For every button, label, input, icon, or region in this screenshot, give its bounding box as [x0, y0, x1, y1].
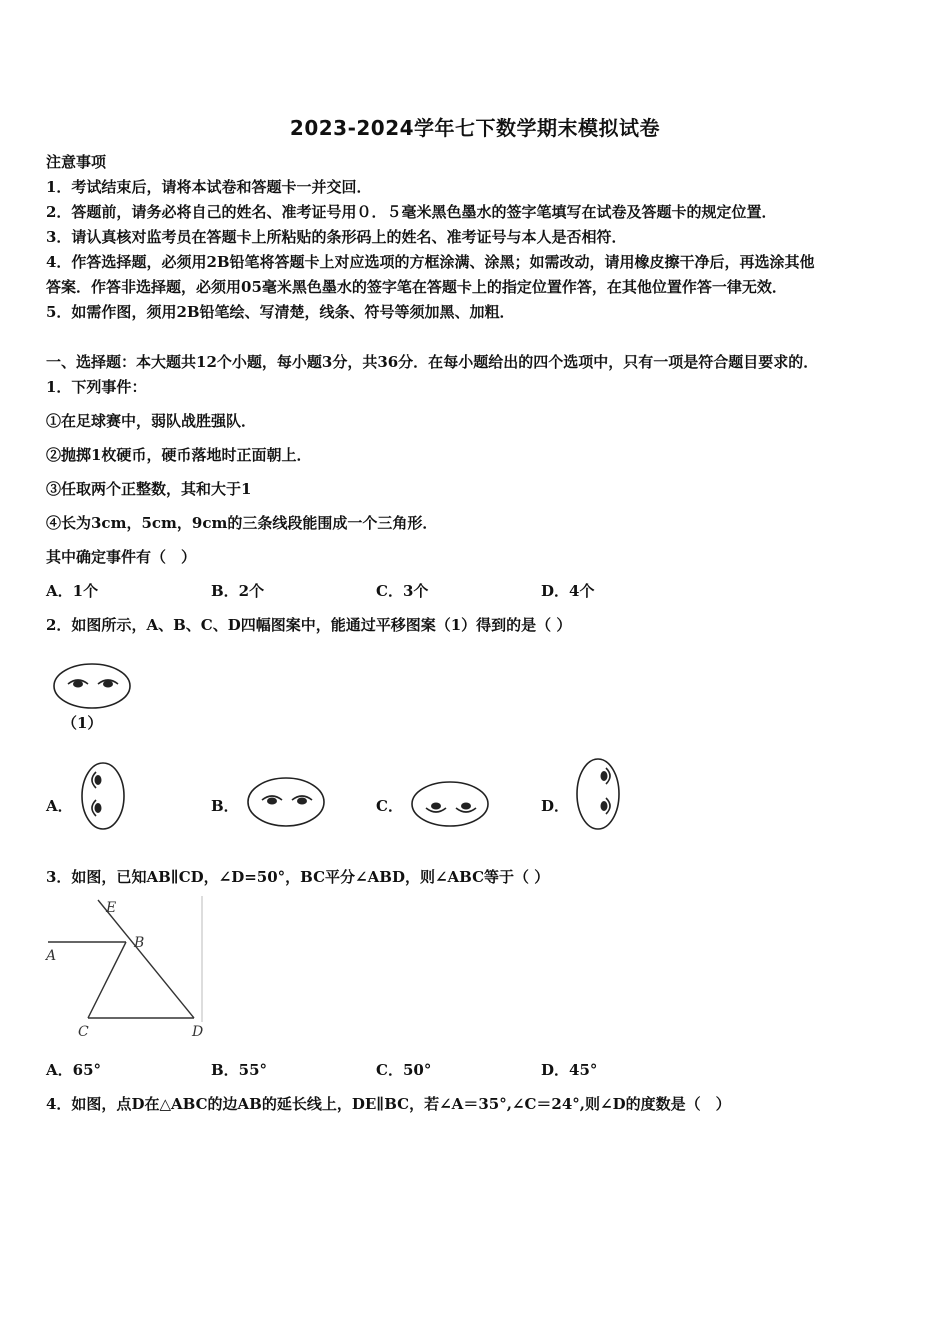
notice-item-5: 5．如需作图，须用2B铅笔绘、写清楚，线条、符号等须加黑、加粗．: [46, 303, 515, 321]
q3-label-c: C: [78, 1024, 89, 1040]
q3-stem: 3．如图，已知AB∥CD，∠D=50°，BC平分∠ABD，则∠ABC等于（ ）: [46, 868, 550, 886]
q1-stem: 1．下列事件：: [46, 378, 147, 396]
section-heading: 一、选择题：本大题共12个小题，每小题3分，共36分．在每小题给出的四个选项中，只有一项是符合题目要求的．: [46, 353, 819, 371]
q2-option-a-label: A．: [46, 797, 73, 815]
q4-stem: 4．如图，点D在△ABC的边AB的延长线上，DE∥BC，若∠A＝35°,∠C＝24°,则∠D的度数是（ ）: [46, 1095, 731, 1113]
notice-item-3: 3．请认真核对监考员在答题卡上所粘贴的条形码上的姓名、准考证号与本人是否相符．: [46, 228, 627, 246]
q3-option-c: C．50°: [376, 1061, 432, 1079]
q2-option-a-face: [78, 760, 128, 832]
q1-event-2: ②抛掷1枚硬币，硬币落地时正面朝上．: [46, 446, 312, 464]
q1-option-a: A．1个: [46, 582, 99, 600]
page-title: 2023-2024学年七下数学期末模拟试卷: [289, 116, 661, 140]
q1-event-1: ①在足球赛中，弱队战胜强队．: [46, 412, 257, 430]
q2-option-d-label: D．: [541, 797, 570, 815]
q3-label-d: D: [192, 1024, 204, 1040]
q3-line-bc: [88, 942, 126, 1018]
q2-stem: 2．如图所示，A、B、C、D四幅图案中，能通过平移图案（1）得到的是（ ）: [46, 616, 572, 634]
q1-option-c: C．3个: [376, 582, 429, 600]
q3-line-ed: [98, 900, 194, 1018]
q3-option-b: B．55°: [211, 1061, 268, 1079]
q2-option-d-face: [572, 756, 624, 832]
q1-event-3: ③任取两个正整数，其和大于1: [46, 480, 252, 498]
q2-option-c-label: C．: [376, 797, 403, 815]
notice-item-1: 1．考试结束后，请将本试卷和答题卡一并交回．: [46, 178, 372, 196]
q3-geometry-figure: [44, 892, 212, 1042]
q3-option-d: D．45°: [541, 1061, 598, 1079]
q3-label-b: B: [134, 935, 145, 951]
q1-option-d: D．4个: [541, 582, 595, 600]
q1-question: 其中确定事件有（ ）: [46, 548, 197, 566]
q2-option-b-label: B．: [211, 797, 239, 815]
q2-option-b-face: [244, 774, 328, 830]
q1-option-b: B．2个: [211, 582, 265, 600]
q3-option-a: A．65°: [46, 1061, 102, 1079]
notice-item-2: 2．答题前，请务必将自己的姓名、准考证号用０．５毫米黑色墨水的签字笔填写在试卷及答题卡的规定位置．: [46, 203, 777, 221]
q2-figure-1-label: （1）: [62, 714, 103, 732]
notice-item-4: 4．作答选择题，必须用2B铅笔将答题卡上对应选项的方框涂满、涂黑；如需改动，请用橡皮擦干净后，再选涂其他: [46, 253, 815, 271]
q2-figure-1-face: [50, 660, 134, 712]
q3-label-e: E: [106, 900, 117, 916]
notice-heading: 注意事项: [46, 153, 107, 171]
q1-event-4: ④长为3cm，5cm，9cm的三条线段能围成一个三角形．: [46, 514, 438, 532]
q2-option-c-face: [408, 778, 492, 830]
notice-item-4-cont: 答案．作答非选择题，必须用05毫米黑色墨水的签字笔在答题卡上的指定位置作答，在其他位置作答一律无效．: [46, 278, 787, 296]
q3-label-a: A: [46, 948, 57, 964]
